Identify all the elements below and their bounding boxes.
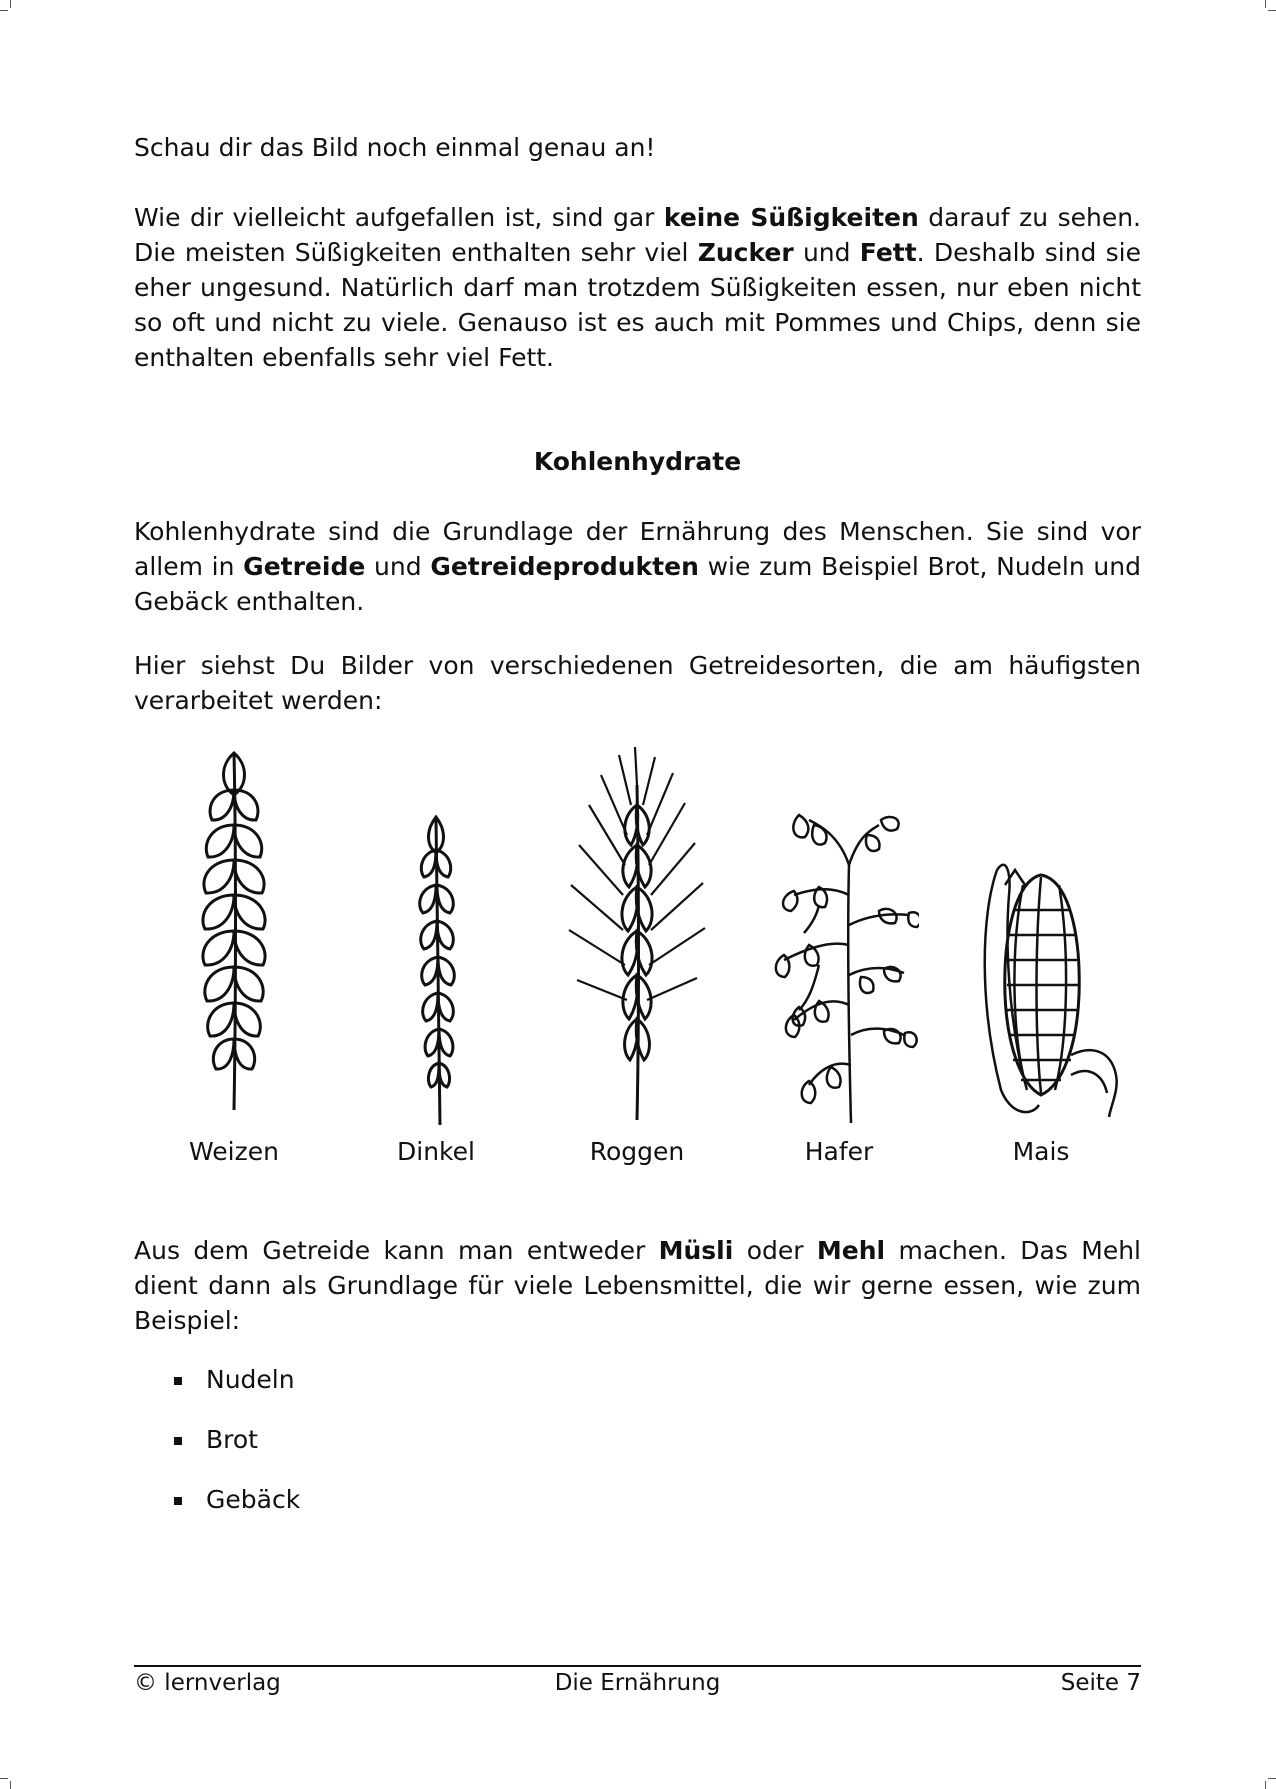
grain-label: Hafer (804, 1137, 874, 1166)
crop-mark (10, 1781, 11, 1789)
crop-mark (1265, 0, 1266, 8)
grain-label: Roggen (589, 1137, 685, 1166)
bullet-list (174, 1362, 300, 1542)
grain-figure (134, 745, 1141, 1175)
crop-mark (1268, 10, 1276, 11)
corn-cob-icon (961, 745, 1121, 1125)
bullet-square-icon (174, 1437, 182, 1445)
footer-publisher: © lernverlag (134, 1670, 281, 1696)
bullet-square-icon (174, 1377, 182, 1385)
rye-ear-icon (557, 745, 717, 1125)
grain-label: Dinkel (397, 1137, 475, 1166)
list-item: Brot (174, 1422, 300, 1482)
list-item: Nudeln (174, 1362, 300, 1422)
grains-intro-paragraph: Hier siehst Du Bilder von verschiedenen Getreidesorten, die am häufigsten verarbeitet werden: (134, 651, 1141, 715)
footer-page-number: Seite 7 (1060, 1670, 1141, 1696)
list-item: Gebäck (174, 1482, 300, 1542)
section-heading: Kohlenhydrate (533, 447, 742, 476)
crop-mark (1268, 1778, 1276, 1779)
crop-mark (0, 10, 8, 11)
footer-title: Die Ernährung (554, 1670, 721, 1696)
grain-label: Weizen (189, 1137, 279, 1166)
intro-paragraph: Wie dir vielleicht aufgefallen ist, sind gar keine Süßigkeiten darauf zu sehen. Die meisten Süßigkeiten enthalten sehr viel Zucker und Fett. Deshalb sind sie eher ungesund. Natürlich darf man trotzdem Süßigkeiten essen, nur eben nicht so oft und nicht zu viele. Genauso ist es auch mit Pommes und Chips, denn sie enthalten ebenfalls sehr viel Fett. (134, 203, 1142, 372)
footer-rule (134, 1665, 1141, 1667)
bullet-square-icon (174, 1497, 182, 1505)
wheat-ear-icon (154, 745, 314, 1125)
flour-paragraph: Aus dem Getreide kann man entweder Müsli oder Mehl machen. Das Mehl dient dann als Grundlage für viele Lebensmittel, die wir gerne essen, wie zum Beispiel: (134, 1236, 1141, 1335)
intro-line: Schau dir das Bild noch einmal genau an! (134, 133, 656, 162)
oat-panicle-icon (759, 745, 919, 1125)
grain-label: Mais (1012, 1137, 1070, 1166)
crop-mark (1265, 1781, 1266, 1789)
crop-mark (0, 1778, 8, 1779)
carbs-paragraph: Kohlenhydrate sind die Grundlage der Ernährung des Menschen. Sie sind vor allem in Getreide und Getreideprodukten wie zum Beispiel Brot, Nudeln und Gebäck enthalten. (134, 517, 1141, 616)
crop-mark (10, 0, 11, 8)
spelt-ear-icon (356, 745, 516, 1125)
